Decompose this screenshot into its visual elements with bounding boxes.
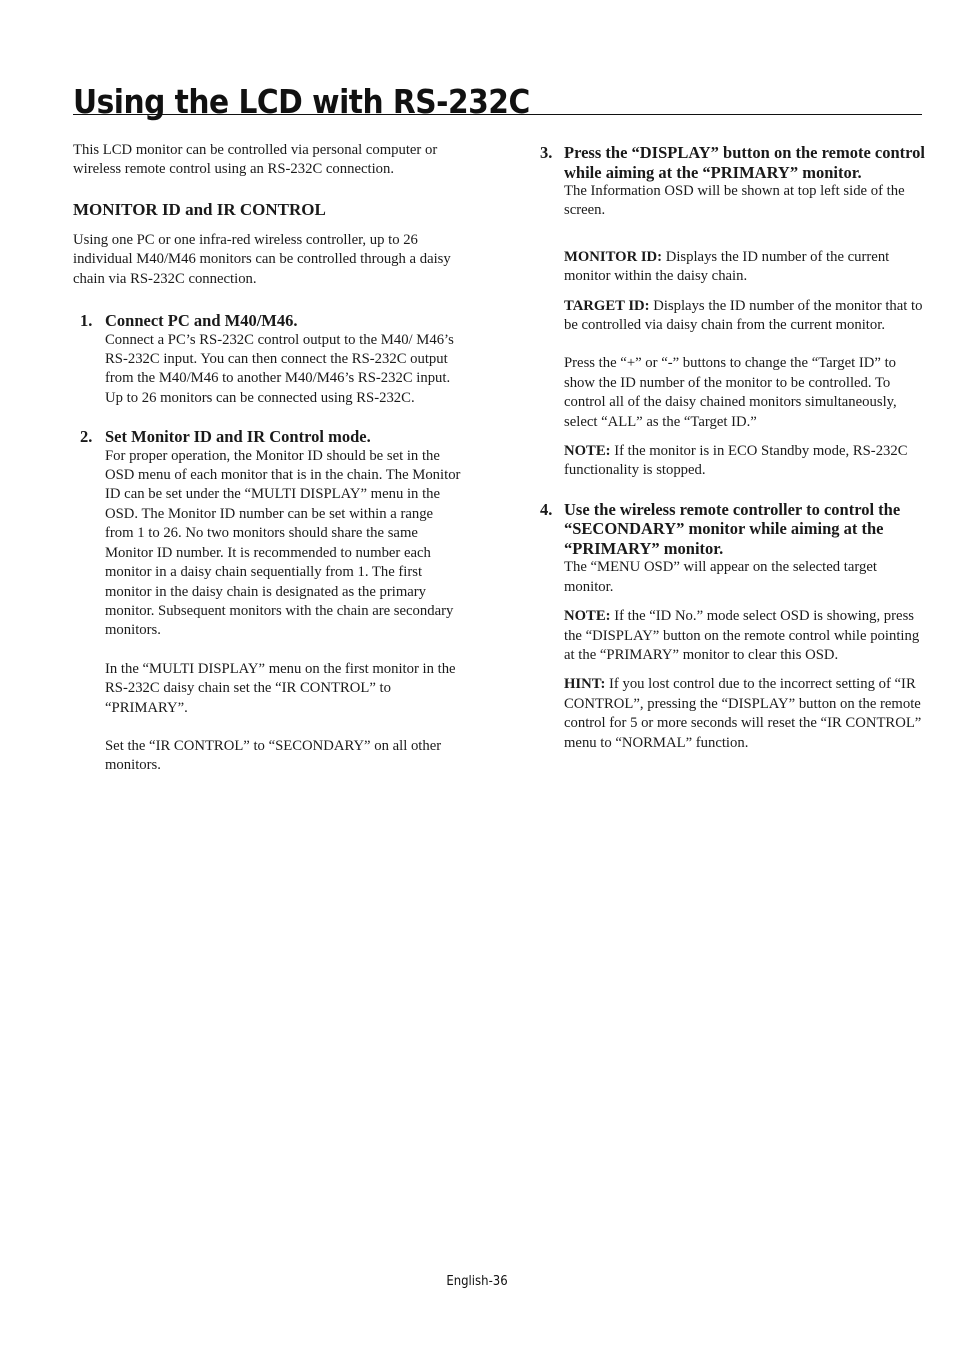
target-id-text: Displays the ID number of the monitor that to be controlled via daisy chain from the current monitor. <box>564 297 923 334</box>
step-2-body-3: Set the “IR CONTROL” to “SECONDARY” on all other monitors. <box>105 737 442 774</box>
step-4-note-label: NOTE: <box>564 608 611 625</box>
target-id-description <box>564 297 928 336</box>
step-1-body: Connect a PC’s RS-232C control output to the M40/ M46’s RS-232C input. You can then connect the RS-232C output from the M40/M46 to another M40/M46’s RS-232C input. Up to 26 monitors can be connected using RS-232C. <box>105 331 454 406</box>
page-number: English-36 <box>446 1274 508 1289</box>
left-column <box>73 141 463 776</box>
step-3-title: Press the “DISPLAY” button on the remote control while aiming at the “PRIMARY” monitor. <box>564 143 926 182</box>
step-3 <box>540 143 928 481</box>
step-3-note <box>564 442 928 481</box>
step-4-number: 4. <box>540 499 553 519</box>
section-heading-monitor-id: MONITOR ID and IR CONTROL <box>73 199 326 219</box>
step-3-note-text: If the monitor is in ECO Standby mode, RS-232C functionality is stopped. <box>564 443 908 479</box>
step-2 <box>73 427 463 776</box>
right-column <box>540 143 928 753</box>
intro-paragraph: This LCD monitor can be controlled via personal computer or wireless remote control using an RS-232C connection. <box>73 142 438 178</box>
step-3-number: 3. <box>540 143 553 162</box>
step-2-number: 2. <box>80 427 93 447</box>
monitor-id-description <box>564 248 928 287</box>
target-id-label: TARGET ID: <box>564 297 650 314</box>
step-4-hint-text: If you lost control due to the incorrect setting of “IR CONTROL”, pressing the “DISPLAY” button on the remote control for 5 or more seconds will reset the “IR CONTROL” menu to “NORMAL” function. <box>564 676 922 751</box>
step-4-hint-label: HINT: <box>564 676 606 693</box>
step-2-body-1: For proper operation, the Monitor ID should be set in the OSD menu of each monitor that is in the chain. The Monitor ID can be set under the “MULTI DISPLAY” menu in the OSD. The Monitor ID number can be set within a range from 1 to 26. No two monitors should share the same Monitor ID number. It is recommended to number each monitor in a daisy chain sequentially from 1. The first monitor in the daisy chain is designated as the primary monitor. Subsequent monitors with the chain are secondary monitors. <box>105 447 461 639</box>
step-1 <box>73 311 463 408</box>
step-3-note-label: NOTE: <box>564 443 611 460</box>
step-4 <box>540 500 928 753</box>
step-3-body: The Information OSD will be shown at top left side of the screen. <box>564 183 905 219</box>
step-2-title: Set Monitor ID and IR Control mode. <box>105 427 371 447</box>
page-title: Using the LCD with RS-232C <box>73 82 530 121</box>
step-4-body: The “MENU OSD” will appear on the selected target monitor. <box>564 559 877 595</box>
title-underline <box>73 114 922 115</box>
target-id-instructions: Press the “+” or “-” buttons to change the “Target ID” to show the ID number of the monitor to be controlled. To control all of the daisy chained monitors simultaneously, select “ALL” as the “Target ID.” <box>564 355 897 430</box>
step-2-body-2: In the “MULTI DISPLAY” menu on the first monitor in the RS-232C daisy chain set the “IR CONTROL” to “PRIMARY”. <box>105 660 456 716</box>
step-4-note-text: If the “ID No.” mode select OSD is showing, press the “DISPLAY” button on the remote control while pointing at the “PRIMARY” monitor to clear this OSD. <box>564 608 920 663</box>
step-1-title: Connect PC and M40/M46. <box>105 311 298 331</box>
step-4-title: Use the wireless remote controller to control the “SECONDARY” monitor while aiming at the “PRIMARY” monitor. <box>564 499 901 558</box>
section-body-paragraph: Using one PC or one infra-red wireless controller, up to 26 individual M40/M46 monitors can be controlled through a daisy chain via RS-232C connection. <box>73 231 451 287</box>
step-4-note <box>564 607 928 665</box>
monitor-id-text: Displays the ID number of the current monitor within the daisy chain. <box>564 248 890 285</box>
monitor-id-label: MONITOR ID: <box>564 248 663 265</box>
step-1-number: 1. <box>80 311 93 331</box>
step-4-hint <box>564 675 928 753</box>
